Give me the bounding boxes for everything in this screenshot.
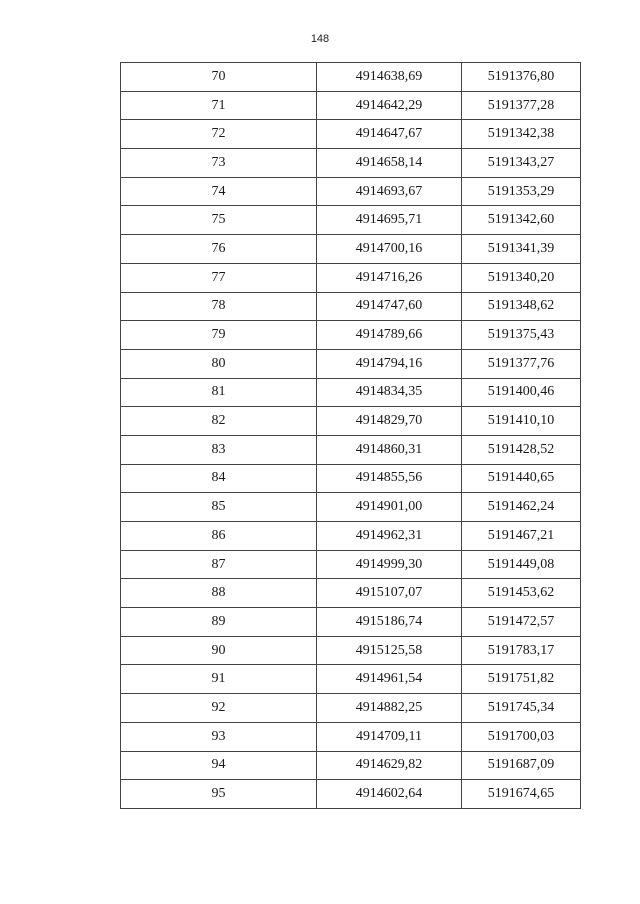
y-coordinate-cell: 5191745,34 xyxy=(462,694,581,723)
x-coordinate-cell: 4914693,67 xyxy=(317,177,462,206)
table-row xyxy=(121,91,581,120)
y-coordinate-cell: 5191377,28 xyxy=(462,91,581,120)
y-coordinate-cell: 5191342,60 xyxy=(462,206,581,235)
y-coordinate-cell: 5191449,08 xyxy=(462,550,581,579)
point-number-cell: 92 xyxy=(121,694,317,723)
table-row xyxy=(121,751,581,780)
point-number-cell: 84 xyxy=(121,464,317,493)
page-number: 148 xyxy=(310,33,330,45)
x-coordinate-cell: 4914860,31 xyxy=(317,435,462,464)
table-row xyxy=(121,722,581,751)
point-number-cell: 75 xyxy=(121,206,317,235)
point-number-cell: 94 xyxy=(121,751,317,780)
table-row xyxy=(121,321,581,350)
x-coordinate-cell: 4914789,66 xyxy=(317,321,462,350)
point-number-cell: 85 xyxy=(121,493,317,522)
y-coordinate-cell: 5191467,21 xyxy=(462,522,581,551)
table-row xyxy=(121,407,581,436)
point-number-cell: 88 xyxy=(121,579,317,608)
y-coordinate-cell: 5191751,82 xyxy=(462,665,581,694)
x-coordinate-cell: 4915186,74 xyxy=(317,608,462,637)
coordinates-table-body xyxy=(121,63,581,809)
y-coordinate-cell: 5191687,09 xyxy=(462,751,581,780)
y-coordinate-cell: 5191342,38 xyxy=(462,120,581,149)
x-coordinate-cell: 4914961,54 xyxy=(317,665,462,694)
y-coordinate-cell: 5191453,62 xyxy=(462,579,581,608)
point-number-cell: 81 xyxy=(121,378,317,407)
table-row xyxy=(121,522,581,551)
x-coordinate-cell: 4914834,35 xyxy=(317,378,462,407)
x-coordinate-cell: 4914829,70 xyxy=(317,407,462,436)
point-number-cell: 89 xyxy=(121,608,317,637)
x-coordinate-cell: 4914747,60 xyxy=(317,292,462,321)
table-row xyxy=(121,665,581,694)
x-coordinate-cell: 4914855,56 xyxy=(317,464,462,493)
table-row xyxy=(121,120,581,149)
y-coordinate-cell: 5191353,29 xyxy=(462,177,581,206)
x-coordinate-cell: 4914647,67 xyxy=(317,120,462,149)
point-number-cell: 86 xyxy=(121,522,317,551)
x-coordinate-cell: 4914709,11 xyxy=(317,722,462,751)
y-coordinate-cell: 5191428,52 xyxy=(462,435,581,464)
point-number-cell: 83 xyxy=(121,435,317,464)
point-number-cell: 73 xyxy=(121,149,317,178)
table-row xyxy=(121,579,581,608)
y-coordinate-cell: 5191472,57 xyxy=(462,608,581,637)
table-row xyxy=(121,464,581,493)
table-row xyxy=(121,636,581,665)
table-row xyxy=(121,235,581,264)
table-row xyxy=(121,780,581,809)
point-number-cell: 91 xyxy=(121,665,317,694)
x-coordinate-cell: 4914794,16 xyxy=(317,349,462,378)
x-coordinate-cell: 4914602,64 xyxy=(317,780,462,809)
y-coordinate-cell: 5191377,76 xyxy=(462,349,581,378)
x-coordinate-cell: 4914658,14 xyxy=(317,149,462,178)
x-coordinate-cell: 4914716,26 xyxy=(317,263,462,292)
x-coordinate-cell: 4914642,29 xyxy=(317,91,462,120)
y-coordinate-cell: 5191783,17 xyxy=(462,636,581,665)
x-coordinate-cell: 4915107,07 xyxy=(317,579,462,608)
x-coordinate-cell: 4914638,69 xyxy=(317,63,462,92)
table-row xyxy=(121,550,581,579)
y-coordinate-cell: 5191400,46 xyxy=(462,378,581,407)
x-coordinate-cell: 4915125,58 xyxy=(317,636,462,665)
y-coordinate-cell: 5191700,03 xyxy=(462,722,581,751)
y-coordinate-cell: 5191462,24 xyxy=(462,493,581,522)
point-number-cell: 70 xyxy=(121,63,317,92)
coordinates-table xyxy=(120,62,581,809)
table-row xyxy=(121,493,581,522)
y-coordinate-cell: 5191375,43 xyxy=(462,321,581,350)
point-number-cell: 82 xyxy=(121,407,317,436)
point-number-cell: 87 xyxy=(121,550,317,579)
point-number-cell: 90 xyxy=(121,636,317,665)
y-coordinate-cell: 5191410,10 xyxy=(462,407,581,436)
x-coordinate-cell: 4914882,25 xyxy=(317,694,462,723)
y-coordinate-cell: 5191674,65 xyxy=(462,780,581,809)
y-coordinate-cell: 5191340,20 xyxy=(462,263,581,292)
x-coordinate-cell: 4914962,31 xyxy=(317,522,462,551)
table-row xyxy=(121,63,581,92)
point-number-cell: 76 xyxy=(121,235,317,264)
point-number-cell: 72 xyxy=(121,120,317,149)
x-coordinate-cell: 4914700,16 xyxy=(317,235,462,264)
table-row xyxy=(121,349,581,378)
x-coordinate-cell: 4914695,71 xyxy=(317,206,462,235)
point-number-cell: 71 xyxy=(121,91,317,120)
x-coordinate-cell: 4914999,30 xyxy=(317,550,462,579)
table-row xyxy=(121,263,581,292)
x-coordinate-cell: 4914629,82 xyxy=(317,751,462,780)
table-row xyxy=(121,435,581,464)
table-row xyxy=(121,378,581,407)
point-number-cell: 95 xyxy=(121,780,317,809)
table-row xyxy=(121,206,581,235)
point-number-cell: 79 xyxy=(121,321,317,350)
table-row xyxy=(121,292,581,321)
point-number-cell: 80 xyxy=(121,349,317,378)
point-number-cell: 77 xyxy=(121,263,317,292)
point-number-cell: 93 xyxy=(121,722,317,751)
x-coordinate-cell: 4914901,00 xyxy=(317,493,462,522)
point-number-cell: 78 xyxy=(121,292,317,321)
y-coordinate-cell: 5191348,62 xyxy=(462,292,581,321)
table-row xyxy=(121,177,581,206)
table-row xyxy=(121,149,581,178)
y-coordinate-cell: 5191376,80 xyxy=(462,63,581,92)
y-coordinate-cell: 5191341,39 xyxy=(462,235,581,264)
y-coordinate-cell: 5191343,27 xyxy=(462,149,581,178)
point-number-cell: 74 xyxy=(121,177,317,206)
table-row xyxy=(121,694,581,723)
table-row xyxy=(121,608,581,637)
y-coordinate-cell: 5191440,65 xyxy=(462,464,581,493)
